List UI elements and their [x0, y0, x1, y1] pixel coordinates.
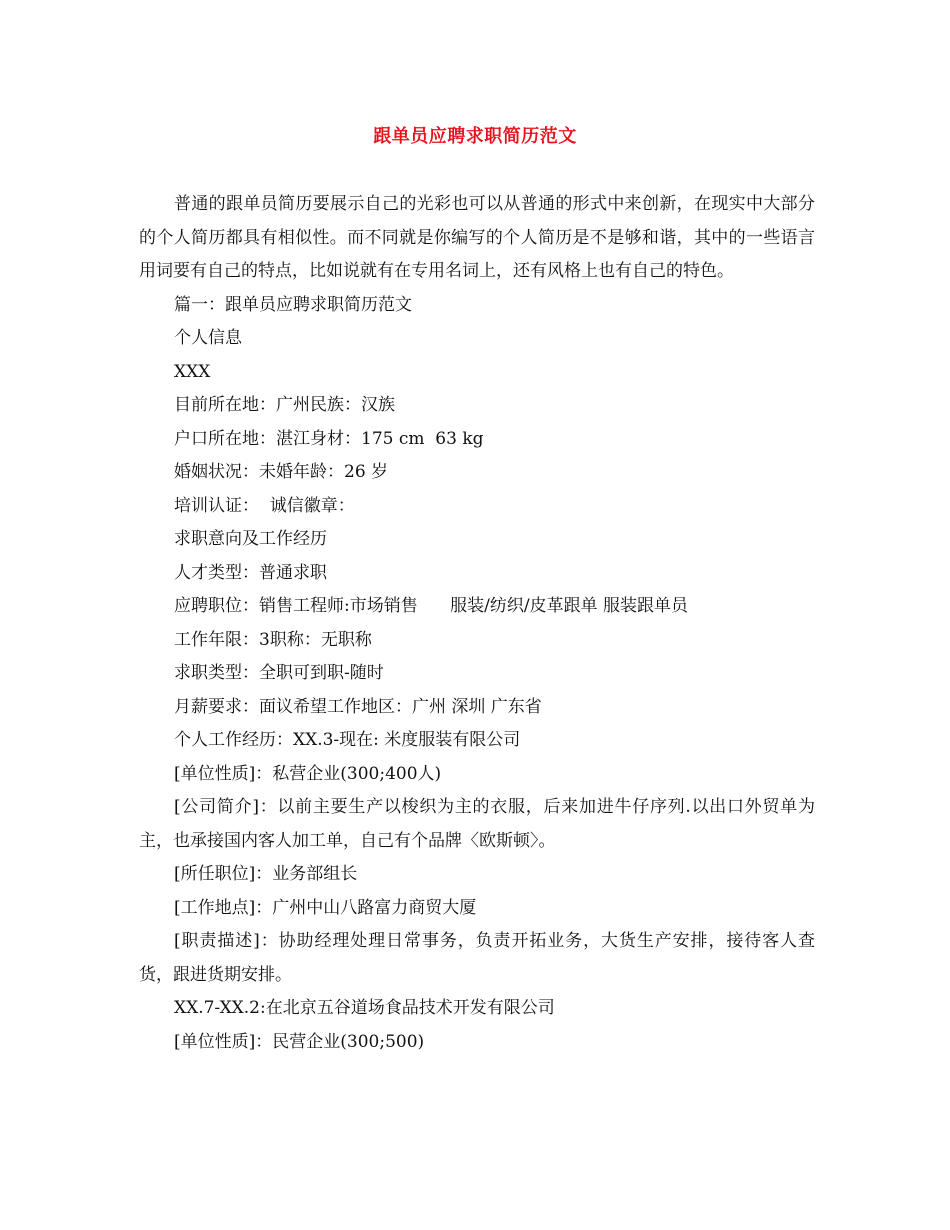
text-line: 月薪要求：面议希望工作地区：广州 深圳 广东省 [174, 696, 542, 717]
text-line: [单位性质]：民营企业(300;500) [174, 1031, 425, 1052]
text-line: 目前所在地：广州民族：汉族 [174, 395, 395, 415]
text-line: 个人工作经历：XX.3-现在: 米度服装有限公司 [174, 730, 521, 750]
text-line: [工作地点]：广州中山八路富力商贸大厦 [174, 897, 477, 918]
text-line: 人才类型：普通求职 [174, 562, 327, 583]
text-line: [所任职位]：业务部组长 [174, 864, 358, 884]
text-line: 户口所在地：湛江身材：175 cm 63 kg [174, 428, 484, 449]
text-line: 培训认证： 诚信徽章： [174, 495, 355, 516]
text-line: 婚姻状况：未婚年龄：26 岁 [174, 462, 389, 482]
text-line: XX.7-XX.2:在北京五谷道场食品技术开发有限公司 [174, 998, 555, 1018]
text-line: 工作年限：3职称：无职称 [174, 629, 372, 650]
text-line: 个人信息 [174, 328, 242, 348]
text-line: [单位性质]：私营企业(300;400人) [174, 763, 442, 784]
text-line: 篇一：跟单员应聘求职简历范文 [174, 294, 412, 315]
duties-paragraph: [职责描述]：协助经理处理日常事务，负责开拓业务，大货生产安排，接待客人查货，跟进货期安排。 [139, 931, 815, 985]
text-line: 应聘职位：销售工程师:市场销售 服装/纺织/皮革跟单 服装跟单员 [174, 596, 689, 616]
document-body [139, 188, 815, 1059]
text-line: 求职类型：全职可到职-随时 [174, 663, 384, 683]
text-line: 求职意向及工作经历 [174, 529, 327, 549]
company-intro-paragraph: [公司简介]：以前主要生产以梭织为主的衣服，后来加进牛仔序列.以出口外贸单为主，也承接国内客人加工单，自己有个品牌〈欧斯顿〉。 [139, 797, 815, 851]
document-title: 跟单员应聘求职简历范文 [373, 126, 577, 147]
intro-paragraph: 普通的跟单员简历要展示自己的光彩也可以从普通的形式中来创新，在现实中大部分的个人简历都具有相似性。而不同就是你编写的个人简历是不是够和谐，其中的一些语言用词要有自己的特点，比如说就有在专用名词上，还有风格上也有自己的特色。 [139, 194, 815, 281]
text-line: XXX [174, 361, 211, 382]
